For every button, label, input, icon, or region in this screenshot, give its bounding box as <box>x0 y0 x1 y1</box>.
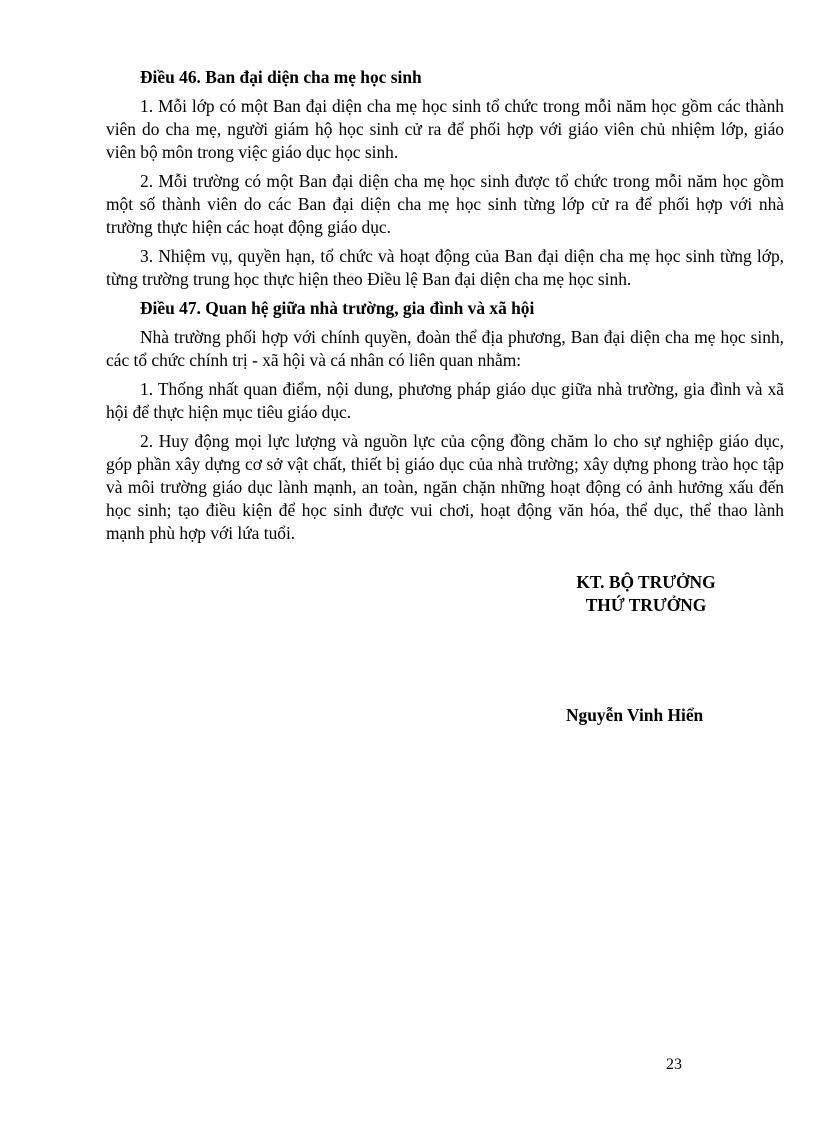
article-46-paragraph-3: 3. Nhiệm vụ, quyền hạn, tổ chức và hoạt động của Ban đại diện cha mẹ học sinh từng lớp, từng trường trung học thực hiện theo Điều lệ Ban đại diện cha mẹ học sinh. <box>106 246 784 289</box>
signer-name: Nguyễn Vinh Hiển <box>566 705 704 725</box>
article-47-title: Điều 47. Quan hệ giữa nhà trường, gia đình và xã hội <box>140 298 535 318</box>
signature-block <box>536 571 756 617</box>
article-46-title: Điều 46. Ban đại diện cha mẹ học sinh <box>140 67 422 87</box>
article-46-paragraph-1: 1. Mỗi lớp có một Ban đại diện cha mẹ học sinh tổ chức trong mỗi năm học gồm các thành viên do cha mẹ, người giám hộ học sinh cử ra để phối hợp với giáo viên chủ nhiệm lớp, giáo viên bộ môn trong việc giáo dục học sinh. <box>106 96 784 162</box>
signature-title-line-1: KT. BỘ TRƯỞNG <box>576 572 716 592</box>
page-number: 23 <box>666 1056 682 1073</box>
article-46-paragraph-2: 2. Mỗi trường có một Ban đại diện cha mẹ học sinh được tổ chức trong mỗi năm học gồm một số thành viên do các Ban đại diện cha mẹ học sinh từng lớp cử ra để phối hợp với nhà trường thực hiện các hoạt động giáo dục. <box>106 171 784 237</box>
signature-title-line-2: THỨ TRƯỞNG <box>585 595 707 615</box>
article-47-intro: Nhà trường phối hợp với chính quyền, đoàn thể địa phương, Ban đại diện cha mẹ học sinh, các tổ chức chính trị - xã hội và cá nhân có liên quan nhằm: <box>106 327 784 370</box>
article-47-paragraph-1: 1. Thống nhất quan điểm, nội dung, phương pháp giáo dục giữa nhà trường, gia đình và xã hội để thực hiện mục tiêu giáo dục. <box>106 379 784 422</box>
document-body <box>106 66 784 551</box>
article-47-paragraph-2: 2. Huy động mọi lực lượng và nguồn lực của cộng đồng chăm lo cho sự nghiệp giáo dục, góp phần xây dựng cơ sở vật chất, thiết bị giáo dục của nhà trường; xây dựng phong trào học tập và môi trường giáo dục lành mạnh, an toàn, ngăn chặn những hoạt động có ảnh hưởng xấu đến học sinh; tạo điều kiện để học sinh được vui chơi, hoạt động văn hóa, thể dục, thể thao lành mạnh phù hợp với lứa tuổi. <box>106 431 784 543</box>
